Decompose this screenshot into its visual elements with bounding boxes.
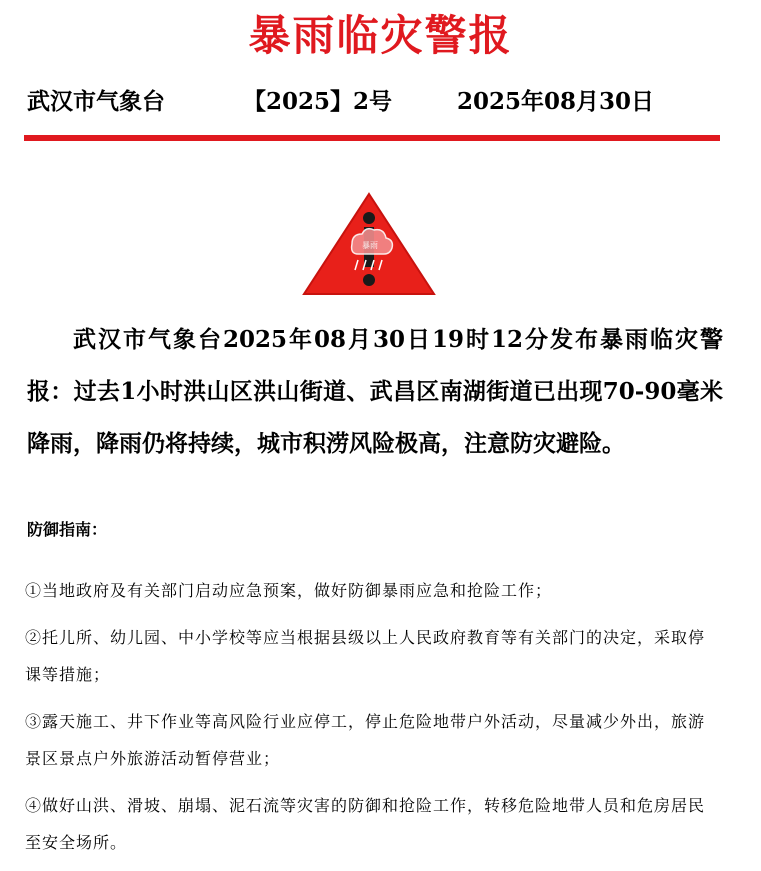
document-number: 【2025】2号 [243,88,393,115]
guidance-item: ①当地政府及有关部门启动应急预案，做好防御暴雨应急和抢险工作； [25,581,553,600]
document-header [0,84,761,120]
rainstorm-warning-triangle-icon [300,190,438,298]
issue-date: 2025年08月30日 [457,88,655,115]
guidance-list [25,572,721,871]
red-divider [24,135,720,141]
issuer-name: 武汉市气象台 [27,88,165,115]
guidance-item: ②托儿所、幼儿园、中小学校等应当根据县级以上人民政府教育等有关部门的决定，采取停课等措施； [25,628,706,684]
lead-paragraph: 武汉市气象台2025年08月30日19时12分发布暴雨临灾警报：过去1小时洪山区洪山街道、武昌区南湖街道已出现70-90毫米降雨，降雨仍将持续，城市积涝风险极高，注意防灾避险。 [27,326,723,457]
guidance-item: ④做好山洪、滑坡、崩塌、泥石流等灾害的防御和抢险工作，转移危险地带人员和危房居民至安全场所。 [25,796,706,852]
guidance-item: ③露天施工、井下作业等高风险行业应停工，停止危险地带户外活动，尽量减少外出，旅游景区景点户外旅游活动暂停营业； [25,712,706,768]
alert-title: 暴雨临灾警报 [248,11,513,60]
warning-icon-label: 暴雨 [362,241,378,250]
guidance-heading: 防御指南： [27,520,108,539]
